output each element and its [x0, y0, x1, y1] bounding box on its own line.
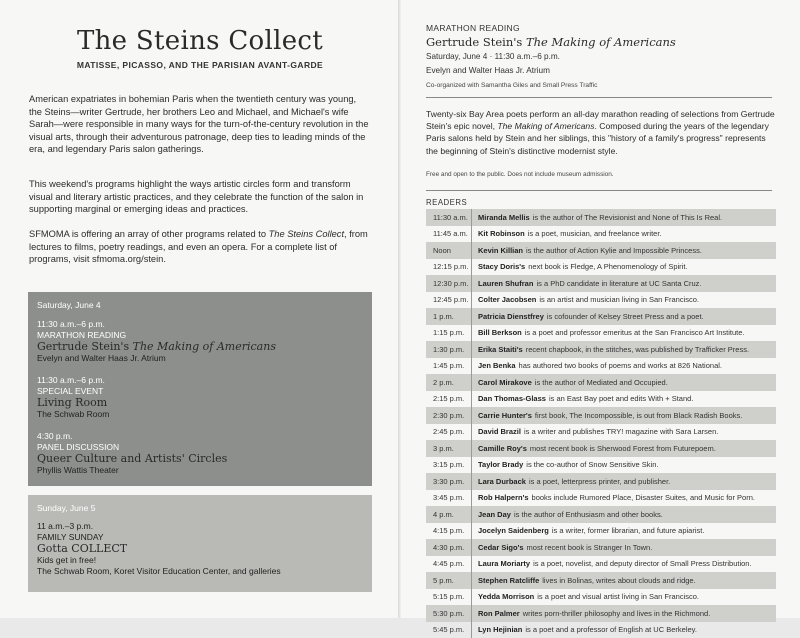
reader-name: Lara Durback: [478, 477, 526, 486]
reader-row: [426, 242, 776, 259]
event-kind: PANEL DISCUSSION: [37, 442, 227, 453]
desc-italic: The Making of Americans: [497, 121, 594, 131]
event-kind: SPECIAL EVENT: [37, 386, 109, 397]
reading-title-pre: Gertrude Stein's: [426, 35, 526, 49]
desc-part-a: Twenty-six Bay Area poets perform an all-day marathon reading of selections from Gertrude Stein's epic novel,: [426, 109, 775, 131]
reader-row: [426, 506, 776, 523]
reader-name: Jocelyn Saidenberg: [478, 526, 549, 535]
event-time: 11 a.m.–3 p.m.: [37, 521, 281, 532]
reader-info: [471, 523, 776, 540]
reader-time: 5:30 p.m.: [426, 609, 471, 618]
event-time: 4:30 p.m.: [37, 431, 227, 442]
reader-bio: is the author of Enthusiasm and other books.: [514, 510, 663, 519]
event-location: The Schwab Room: [37, 409, 109, 420]
reader-info: [471, 391, 776, 408]
reader-name: Miranda Mellis: [478, 213, 530, 222]
reader-bio: is a PhD candidate in literature at UC Santa Cruz.: [536, 279, 701, 288]
reader-bio: most recent book is Sherwood Forest from Futurepoem.: [530, 444, 716, 453]
reader-time: 2:15 p.m.: [426, 394, 471, 403]
reader-info: [471, 374, 776, 391]
event-marathon: [37, 319, 276, 364]
reader-row: [426, 490, 776, 507]
event-kind: MARATHON READING: [37, 330, 276, 341]
event-time: 11:30 a.m.–6 p.m.: [37, 319, 276, 330]
reader-bio: next book is Fledge, A Phenomenology of Spirit.: [528, 262, 687, 271]
reader-bio: is the author of Action Kylie and Impossible Princess.: [526, 246, 702, 255]
reader-info: [471, 242, 776, 259]
page-subtitle: MATISSE, PICASSO, AND THE PARISIAN AVANT-GARDE: [0, 60, 400, 70]
readers-table: [426, 209, 776, 638]
reader-bio: is the co-author of Snow Sensitive Skin.: [526, 460, 658, 469]
reader-time: 2:30 p.m.: [426, 411, 471, 420]
reader-bio: writes porn-thriller philosophy and lives in the Richmond.: [523, 609, 711, 618]
intro-text-3: [29, 228, 371, 266]
reader-info: [471, 259, 776, 276]
desc-part-b: . Composed during the years of the legendary Paris salons held by Stein and her siblings, this "history of a family's progress" represents the beginning of Stein's distinctive modernist style.: [426, 121, 769, 155]
reader-row: [426, 391, 776, 408]
left-page: [0, 0, 400, 618]
event-location: Evelyn and Walter Haas Jr. Atrium: [37, 353, 276, 364]
intro-text-1: American expatriates in bohemian Paris when the twentieth century was young, the Steins—writer Gertrude, her brothers Leo and Michael, and Michael's wife Sarah—were responsible in many ways for the turn-of-the-century revolution in the visual arts, through their adventurous patronage, deep ties to leading minds of the era, and legendary Paris salon gatherings.: [29, 93, 371, 156]
reader-row: [426, 572, 776, 589]
reading-description: [426, 108, 776, 157]
reader-name: Laura Moriarty: [478, 559, 530, 568]
event-living-room: [37, 375, 109, 420]
reader-row: [426, 308, 776, 325]
reader-time: 12:45 p.m.: [426, 295, 471, 304]
reader-bio: is an East Bay poet and edits With + Stand.: [549, 394, 693, 403]
reader-info: [471, 407, 776, 424]
page-title: The Steins Collect: [0, 26, 400, 56]
reader-bio: is a poet, musician, and freelance writer.: [528, 229, 662, 238]
reader-name: Patricia Dienstfrey: [478, 312, 544, 321]
event-panel-discussion: [37, 431, 227, 476]
reader-row: [426, 226, 776, 243]
reader-time: 4 p.m.: [426, 510, 471, 519]
reader-info: [471, 440, 776, 457]
reader-name: Bill Berkson: [478, 328, 522, 337]
reader-info: [471, 457, 776, 474]
reader-row: [426, 407, 776, 424]
event-family-sunday: [37, 521, 281, 576]
reader-name: Kevin Killian: [478, 246, 523, 255]
reader-time: 2 p.m.: [426, 378, 471, 387]
saturday-label: Saturday, June 4: [37, 300, 101, 310]
reader-bio: recent chapbook, in the stitches, was published by Trafficker Press.: [526, 345, 749, 354]
intro-3-post: , from lectures to films, poetry readings, and even an opera. For a complete list of programs, visit sfmoma.org/stein.: [29, 229, 368, 264]
reader-row: [426, 589, 776, 606]
reader-time: 1:45 p.m.: [426, 361, 471, 370]
reader-name: Jen Benka: [478, 361, 516, 370]
reader-name: Yedda Morrison: [478, 592, 534, 601]
reader-time: 5:45 p.m.: [426, 625, 471, 634]
event-name: Gotta COLLECT: [37, 542, 281, 555]
reader-bio: first book, The Incompossible, is out from Black Radish Books.: [535, 411, 742, 420]
event-location: Phyllis Wattis Theater: [37, 465, 227, 476]
reader-row: [426, 259, 776, 276]
reader-name: Colter Jacobsen: [478, 295, 536, 304]
reader-row: [426, 622, 776, 638]
event-name-italic: The Making of Americans: [133, 340, 276, 353]
event-time: 11:30 a.m.–6 p.m.: [37, 375, 109, 386]
reader-row: [426, 440, 776, 457]
event-name: [37, 340, 276, 353]
reader-time: 4:30 p.m.: [426, 543, 471, 552]
reader-info: [471, 622, 776, 638]
reader-bio: is a poet and professor emeritus at the San Francisco Art Institute.: [525, 328, 745, 337]
reader-time: 3 p.m.: [426, 444, 471, 453]
reader-name: Carol Mirakove: [478, 378, 532, 387]
reader-row: [426, 275, 776, 292]
reader-row: [426, 341, 776, 358]
reader-info: [471, 358, 776, 375]
reader-bio: most recent book is Stranger In Town.: [527, 543, 653, 552]
event-name-pre: Gertrude Stein's: [37, 340, 133, 353]
reader-row: [426, 556, 776, 573]
reader-name: Stacy Doris's: [478, 262, 525, 271]
reading-coorganizer: Co-organized with Samantha Giles and Small Press Traffic: [426, 82, 597, 89]
reader-name: Carrie Hunter's: [478, 411, 532, 420]
reader-row: [426, 523, 776, 540]
right-page: [401, 0, 800, 618]
reader-bio: is an artist and musician living in San Francisco.: [539, 295, 699, 304]
reader-name: Ron Palmer: [478, 609, 520, 618]
reader-time: 12:15 p.m.: [426, 262, 471, 271]
divider: [426, 190, 772, 191]
reader-bio: is cofounder of Kelsey Street Press and a poet.: [547, 312, 704, 321]
intro-3-pre: SFMOMA is offering an array of other programs related to: [29, 229, 269, 239]
reader-time: 1:30 p.m.: [426, 345, 471, 354]
reader-name: Rob Halpern's: [478, 493, 529, 502]
reader-info: [471, 605, 776, 622]
reader-time: 3:45 p.m.: [426, 493, 471, 502]
intro-text-2: This weekend's programs highlight the ways artistic circles form and transform visual and literary artistic practices, and they celebrate the function of the salon in supporting marginal or emerging ideas and practices.: [29, 178, 371, 216]
reader-name: Lauren Shufran: [478, 279, 533, 288]
reader-info: [471, 490, 776, 507]
reader-bio: has authored two books of poems and works at 826 National.: [519, 361, 722, 370]
event-name: Living Room: [37, 396, 109, 409]
reader-bio: is the author of Mediated and Occupied.: [535, 378, 668, 387]
reader-name: Stephen Ratcliffe: [478, 576, 539, 585]
reader-time: 5 p.m.: [426, 576, 471, 585]
reader-bio: is a poet, novelist, and deputy director of Small Press Distribution.: [533, 559, 751, 568]
reader-info: [471, 572, 776, 589]
reader-bio: is the author of The Revisionist and None of This Is Real.: [533, 213, 722, 222]
reader-info: [471, 325, 776, 342]
reader-row: [426, 374, 776, 391]
reader-time: 12:30 p.m.: [426, 279, 471, 288]
reader-time: 4:45 p.m.: [426, 559, 471, 568]
reader-row: [426, 424, 776, 441]
divider: [426, 97, 772, 98]
reader-time: Noon: [426, 246, 471, 255]
intro-paragraph-3: [29, 228, 371, 266]
reader-time: 3:30 p.m.: [426, 477, 471, 486]
reader-name: Kit Robinson: [478, 229, 525, 238]
reader-info: [471, 589, 776, 606]
intro-3-italic: The Steins Collect: [269, 229, 344, 239]
intro-paragraph-1: [29, 93, 371, 156]
reader-name: Lyn Hejinian: [478, 625, 522, 634]
reading-location: Evelyn and Walter Haas Jr. Atrium: [426, 66, 550, 75]
reader-row: [426, 539, 776, 556]
reader-bio: books include Rumored Place, Disaster Suites, and Music for Porn.: [532, 493, 755, 502]
reader-row: [426, 473, 776, 490]
reading-kicker: MARATHON READING: [426, 23, 520, 33]
reader-bio: is a writer and publishes TRY! magazine with Sara Larsen.: [524, 427, 718, 436]
reader-time: 1:15 p.m.: [426, 328, 471, 337]
reader-name: Dan Thomas-Glass: [478, 394, 546, 403]
reading-time: Saturday, June 4 · 11:30 a.m.–6 p.m.: [426, 52, 560, 61]
reader-name: Jean Day: [478, 510, 511, 519]
reader-info: [471, 292, 776, 309]
reader-info: [471, 539, 776, 556]
reader-row: [426, 325, 776, 342]
reader-info: [471, 341, 776, 358]
reader-name: Taylor Brady: [478, 460, 523, 469]
reader-info: [471, 473, 776, 490]
reader-time: 1 p.m.: [426, 312, 471, 321]
sunday-panel: [28, 495, 372, 592]
saturday-panel: [28, 292, 372, 486]
reader-info: [471, 209, 776, 226]
sunday-label: Sunday, June 5: [37, 503, 95, 513]
reader-info: [471, 556, 776, 573]
reader-name: Erika Staiti's: [478, 345, 523, 354]
reader-row: [426, 292, 776, 309]
reader-row: [426, 605, 776, 622]
reader-time: 11:45 a.m.: [426, 229, 471, 238]
reader-bio: lives in Bolinas, writes about clouds and ridge.: [542, 576, 695, 585]
reader-info: [471, 275, 776, 292]
reader-time: 5:15 p.m.: [426, 592, 471, 601]
reader-row: [426, 358, 776, 375]
readers-heading: READERS: [426, 198, 467, 207]
reader-time: 3:15 p.m.: [426, 460, 471, 469]
reader-info: [471, 424, 776, 441]
reader-name: Camille Roy's: [478, 444, 527, 453]
event-note: Kids get in free!: [37, 555, 281, 566]
reader-bio: is a writer, former librarian, and future apiarist.: [552, 526, 705, 535]
reader-bio: is a poet, letterpress printer, and publisher.: [529, 477, 670, 486]
reader-info: [471, 226, 776, 243]
intro-paragraph-2: [29, 178, 371, 216]
event-kind: FAMILY SUNDAY: [37, 532, 281, 543]
reader-info: [471, 506, 776, 523]
reader-time: 4:15 p.m.: [426, 526, 471, 535]
reader-bio: is a poet and a professor of English at UC Berkeley.: [525, 625, 697, 634]
reader-name: Cedar Sigo's: [478, 543, 524, 552]
reader-name: David Brazil: [478, 427, 521, 436]
reader-time: 2:45 p.m.: [426, 427, 471, 436]
reader-row: [426, 457, 776, 474]
reader-time: 11:30 a.m.: [426, 213, 471, 222]
reading-title: [426, 35, 676, 49]
reader-row: [426, 209, 776, 226]
event-location: The Schwab Room, Koret Visitor Education Center, and galleries: [37, 566, 281, 577]
event-name: Queer Culture and Artists' Circles: [37, 452, 227, 465]
reader-info: [471, 308, 776, 325]
reader-bio: is a poet and visual artist living in San Francisco.: [537, 592, 699, 601]
admission-note: Free and open to the public. Does not include museum admission.: [426, 171, 614, 178]
reading-title-italic: The Making of Americans: [526, 35, 676, 49]
